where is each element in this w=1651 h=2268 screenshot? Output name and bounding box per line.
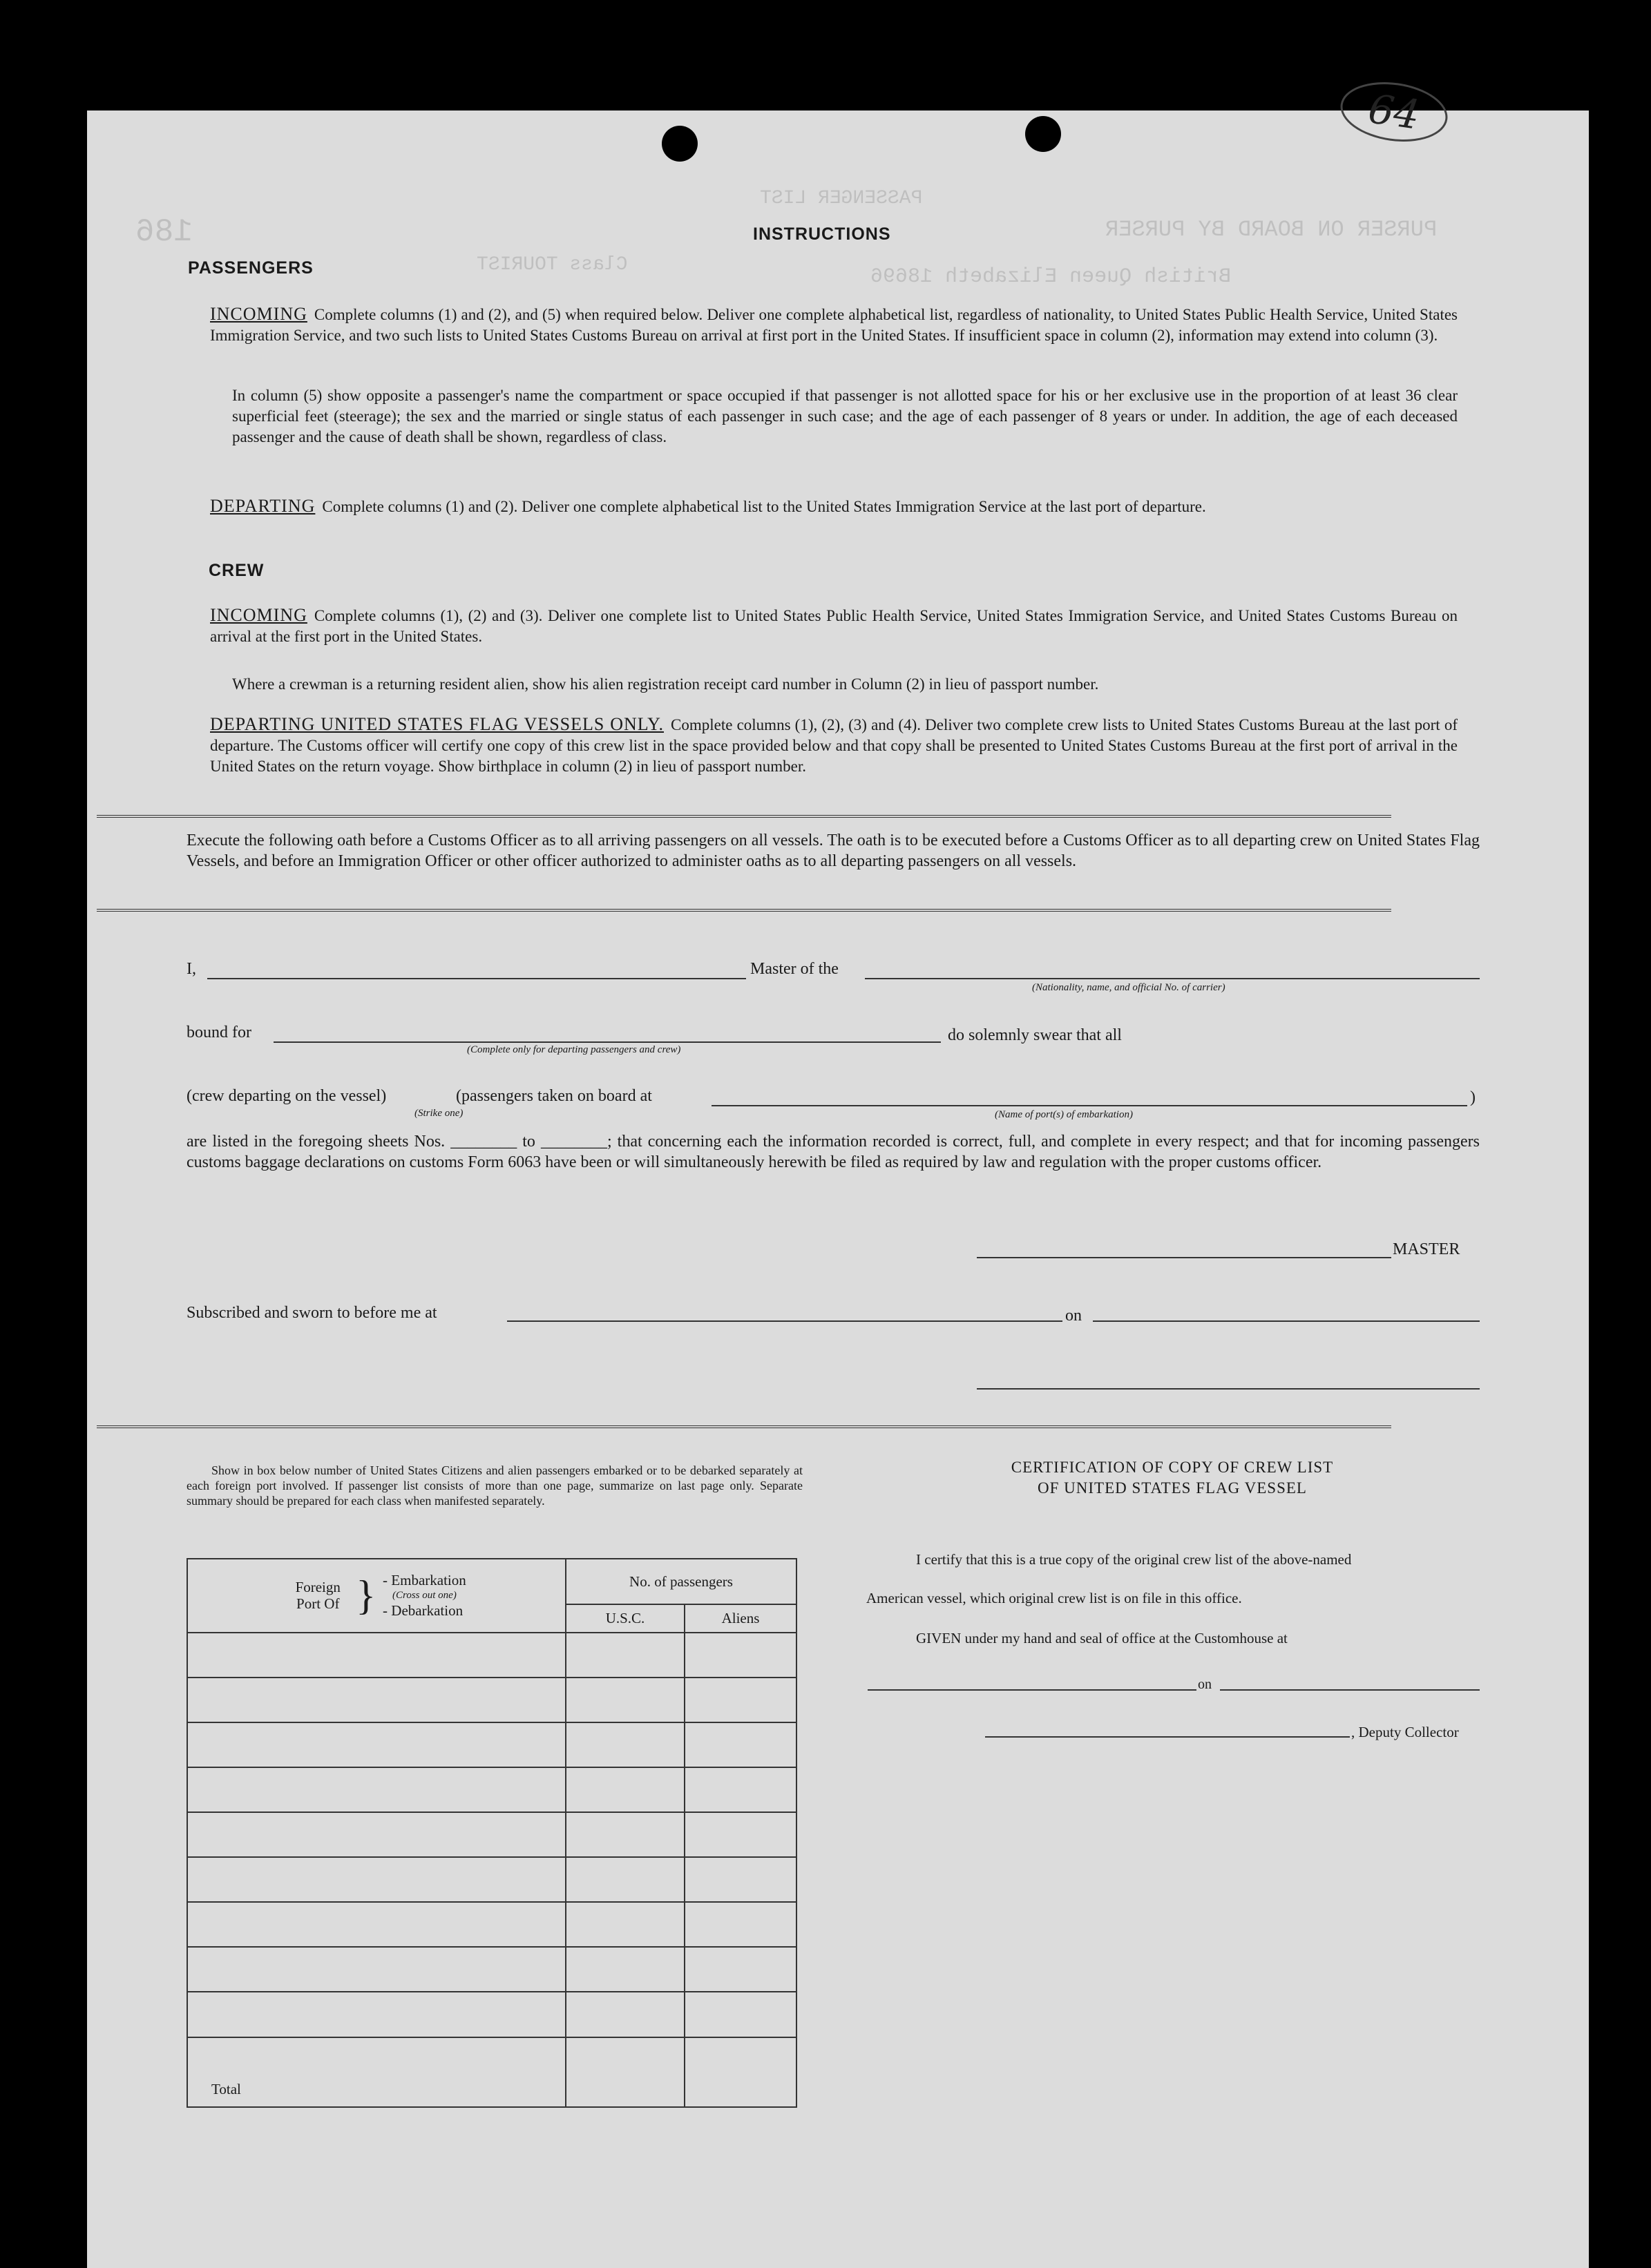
cross-out-caption: (Cross out one) [392,1590,457,1602]
table-row [187,1902,796,1947]
divider [97,815,1391,818]
cert-on-label: on [1198,1677,1212,1692]
officer-signature-field[interactable] [977,1388,1480,1390]
given-text: GIVEN under my hand and seal of office at the Customhouse at [916,1630,1288,1646]
crew-incoming-label: INCOMING [210,605,307,625]
vessel-text: American vessel, which original crew list is on file in this office. [866,1590,1242,1606]
punch-hole [662,126,698,162]
passengers-taken-option[interactable]: (passengers taken on board at [456,1087,652,1105]
alien-paragraph: Where a crewman is a returning resident alien, show his alien registration receipt card number in Column (2) in lieu of passport number. [232,675,1099,693]
aliens-cell[interactable] [685,1947,796,1992]
table-row [187,1633,796,1678]
embarkation-port-field[interactable] [712,1105,1467,1106]
aliens-cell[interactable] [685,1633,796,1678]
crew-departing-option[interactable]: (crew departing on the vessel) [187,1087,387,1105]
certify-text: I certify that this is a true copy of the original crew list of the above-named [916,1551,1352,1568]
table-row [187,1678,796,1722]
passenger-summary-table [187,1558,797,2108]
close-paren: ) [1470,1088,1476,1106]
usc-cell[interactable] [566,1678,685,1722]
embarkation-option[interactable]: - Embarkation [383,1572,466,1589]
sworn-date-field[interactable] [1093,1320,1480,1322]
incoming-label: INCOMING [210,304,307,324]
aliens-cell[interactable] [685,1902,796,1947]
certification-title [865,1457,1480,1499]
divider [97,1425,1391,1428]
master-of-the-label: Master of the [750,960,839,978]
on-label: on [1065,1307,1082,1325]
departing-text: Complete columns (1) and (2). Deliver one complete alphabetical list to the United States Immigration Service at the last port of departure. [322,498,1206,515]
summary-instructions: Show in box below number of United States Citizens and alien passengers embarked or to be debarked separately at each foreign port involved. If passenger list consists of more than one page, summarize on last page only. Separate summary should be prepared for each class when manifested separately. [187,1463,803,1508]
usc-cell[interactable] [566,1902,685,1947]
bound-for-label: bound for [187,1024,251,1041]
port-cell[interactable] [187,1992,566,2037]
punch-hole [1025,116,1061,152]
divider [97,909,1391,912]
ghost-purser: PURSER ON BOARD BY PURSER [1105,217,1438,242]
usc-cell[interactable] [566,1857,685,1902]
deputy-signature-field[interactable] [985,1736,1350,1738]
aliens-cell[interactable] [685,1767,796,1812]
cert-date-field[interactable] [1220,1689,1480,1691]
page-title: INSTRUCTIONS [753,224,891,244]
aliens-cell[interactable] [685,1722,796,1767]
crew-departing-paragraph [210,714,1458,777]
port-cell[interactable] [187,1767,566,1812]
ghost-passenger-list: PASSENGER LIST [760,188,923,209]
crew-heading: CREW [209,561,265,580]
aliens-header: Aliens [685,1604,796,1633]
usc-cell[interactable] [566,1992,685,2037]
port-caption: (Name of port(s) of embarkation) [995,1109,1133,1120]
port-cell[interactable] [187,1678,566,1722]
customhouse-field[interactable] [868,1689,1196,1691]
incoming-text: Complete columns (1) and (2), and (5) when required below. Deliver one complete alphabetical list, regardless of nationality, to United States Public Health Service, United States Immigration Service, and two such lists to United States Customs Bureau on arrival at first port in the United States. If insufficient space in column (2), information may extend into column (3). [210,306,1458,344]
swear-label: do solemnly swear that all [948,1026,1122,1044]
table-row [187,1722,796,1767]
debarkation-option[interactable]: - Debarkation [383,1602,464,1620]
table-row [187,1812,796,1857]
crew-incoming-text: Complete columns (1), (2) and (3). Deliver one complete list to United States Public Health Service, United States Immigration Service, and United States Customs Bureau on arrival at the first port in the United States. [210,607,1458,645]
usc-cell[interactable] [566,1767,685,1812]
strike-one-caption: (Strike one) [414,1108,464,1119]
passengers-incoming-paragraph [210,304,1458,346]
departing-label: DEPARTING [210,496,316,516]
usc-header: U.S.C. [566,1604,685,1633]
total-usc-cell[interactable] [566,2037,685,2107]
foreign-port-of-label: Foreign Port Of [295,1579,341,1613]
crew-incoming-paragraph [210,605,1458,647]
subscribed-label: Subscribed and sworn to before me at [187,1304,437,1322]
certification-title-line2: OF UNITED STATES FLAG VESSEL [1038,1479,1307,1497]
port-cell[interactable] [187,1947,566,1992]
port-cell[interactable] [187,1857,566,1902]
usc-cell[interactable] [566,1947,685,1992]
port-cell[interactable] [187,1902,566,1947]
port-cell[interactable] [187,1633,566,1678]
table-row [187,1992,796,2037]
deputy-collector-label: , Deputy Collector [1351,1724,1459,1740]
table-row [187,1947,796,1992]
crew-departing-text: Complete columns (1), (2), (3) and (4). Deliver two complete crew lists to United States Customs Bureau at the last port of departure. The Customs officer will certify one copy of this crew list in the space provided below and that copy shall be presented to United States Customs Bureau at the first port of arrival in the United States on the return voyage. Show birthplace in column (2) in lieu of passport number. [210,716,1458,775]
complete-only-caption: (Complete only for departing passengers and crew) [467,1044,681,1055]
aliens-cell[interactable] [685,1678,796,1722]
nationality-caption: (Nationality, name, and official No. of carrier) [1032,982,1225,993]
total-label: Total [187,2037,566,2107]
carrier-field[interactable] [865,978,1480,979]
ghost-vessel: British Queen Elizabeth 18696 [870,265,1232,289]
aliens-cell[interactable] [685,1992,796,2037]
listed-paragraph: are listed in the foregoing sheets Nos. ________ to ________; that concerning each the information recorded is correct, full, and complete in every respect; and that for incoming passengers customs baggage declarations on customs Form 6063 have been or will simultaneously herewith be filed as required by law and regulation with the proper customs officer. [187,1133,1480,1171]
passengers-heading: PASSENGERS [188,258,314,278]
passengers-departing-paragraph [210,496,1458,517]
ghost-number: 186 [135,214,193,250]
port-cell[interactable] [187,1812,566,1857]
master-label: MASTER [1393,1240,1460,1258]
usc-cell[interactable] [566,1633,685,1678]
usc-cell[interactable] [566,1812,685,1857]
crew-departing-label: DEPARTING UNITED STATES FLAG VESSELS ONLY. [210,714,664,734]
table-row [187,1767,796,1812]
certification-title-line1: CERTIFICATION OF COPY OF CREW LIST [1011,1459,1334,1476]
bound-for-field[interactable] [274,1041,941,1043]
sworn-place-field[interactable] [507,1320,1062,1322]
foreign-port-header: Foreign Port Of } - Embarkation (Cross out one) - Debarkation [187,1559,566,1633]
master-name-field[interactable] [207,978,746,979]
port-cell[interactable] [187,1722,566,1767]
i-label: I, [187,960,196,978]
total-row [187,2037,796,2107]
no-of-passengers-header: No. of passengers [566,1559,796,1604]
oath-intro: Execute the following oath before a Customs Officer as to all arriving passengers on all vessels. The oath is to be executed before a Customs Officer as to all departing crew on United States Flag Vessels, and before an Immigration Officer or other officer authorized to administer oaths as to all departing passengers on all vessels. [187,832,1480,870]
aliens-cell[interactable] [685,1812,796,1857]
master-signature-field[interactable] [977,1257,1391,1258]
page-number-stamp: 64 [1337,76,1451,148]
table-row [187,1857,796,1902]
usc-cell[interactable] [566,1722,685,1767]
aliens-cell[interactable] [685,1857,796,1902]
total-aliens-cell[interactable] [685,2037,796,2107]
ghost-class: Class TOURIST [477,254,628,276]
column5-paragraph: In column (5) show opposite a passenger's name the compartment or space occupied if that passenger is not allotted space for his or her exclusive use in the proportion of at least 36 clear superficial feet (steerage); the sex and the married or single status of each passenger in such case; and the age of each passenger of 8 years or under. In addition, the age of each deceased passenger and the cause of death shall be shown, regardless of class. [232,387,1458,445]
